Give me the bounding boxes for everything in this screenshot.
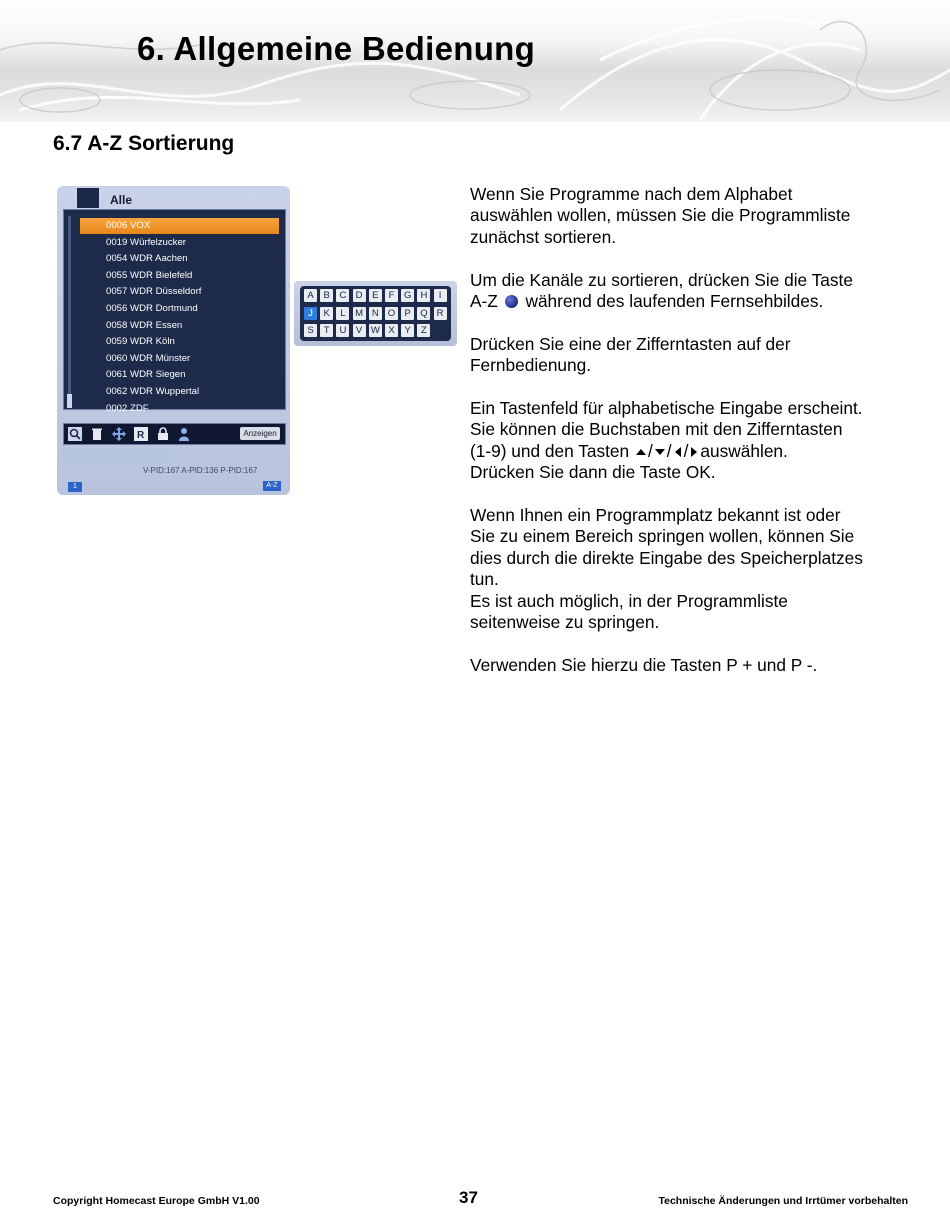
channel-row-selected: 0006 VOX (80, 218, 279, 234)
keypad-key-y: Y (401, 324, 414, 337)
paragraph-page-jump (470, 591, 910, 634)
text-line: Drücken Sie eine der Zifferntasten auf der (470, 333, 791, 354)
keypad-key-r: R (434, 307, 447, 320)
keypad-panel (300, 286, 451, 341)
text-line: auswählen wollen, müssen Sie die Programmliste (470, 205, 851, 226)
arrow-down-icon (655, 449, 665, 455)
channel-list-toolbar (63, 423, 286, 445)
channel-row: 0059 WDR Köln (106, 336, 175, 348)
text-line: seitenweise zu springen. (470, 612, 660, 633)
text-line: dies durch die direkte Eingabe des Speicherplatzes (470, 547, 863, 568)
text-line: Wenn Sie Programme nach dem Alphabet (470, 184, 793, 204)
channel-row: 0058 WDR Essen (106, 319, 183, 331)
text-fragment: auswählen. (700, 440, 788, 461)
rename-icon (134, 427, 148, 441)
keypad-key-u: U (336, 324, 349, 337)
arrow-up-icon (636, 449, 646, 455)
channel-row: 0019 Würfelzucker (106, 236, 186, 248)
text-line: Fernbedienung. (470, 355, 592, 376)
alphabet-keypad (294, 281, 457, 346)
paragraph-sort-key (470, 270, 910, 313)
scrollbar-track (68, 216, 71, 396)
keypad-key-i: I (434, 289, 447, 302)
channel-row: 0062 WDR Wuppertal (106, 386, 200, 397)
keypad-key-s: S (304, 324, 317, 337)
search-icon (68, 427, 82, 441)
tv-preview-icon (75, 186, 101, 210)
keypad-key-l: L (336, 307, 349, 320)
show-button: Anzeigen (240, 427, 280, 440)
keypad-key-j: J (304, 307, 317, 320)
text-line: Drücken Sie dann die Taste OK. (470, 462, 716, 483)
text-line: Wenn Ihnen ein Programmplatz bekannt ist oder (470, 505, 841, 526)
keypad-key-g: G (401, 289, 414, 302)
text-line: Sie können die Buchstaben mit den Zifferntasten (470, 419, 843, 440)
keypad-key-t: T (320, 324, 333, 337)
channel-list-screenshot (57, 186, 290, 495)
text-line (470, 441, 910, 462)
keypad-key-n: N (369, 307, 382, 320)
paragraph-intro (470, 184, 910, 248)
footer-copyright: Copyright Homecast Europe GmbH V1.00 (53, 1195, 260, 1207)
svg-text:R: R (137, 430, 145, 441)
keypad-key-v: V (353, 324, 366, 337)
keypad-key-x: X (385, 324, 398, 337)
keypad-key-k: K (320, 307, 333, 320)
text-line: Sie zu einem Bereich springen wollen, können Sie (470, 526, 855, 547)
text-line (470, 291, 910, 312)
instructions-text (470, 184, 910, 698)
az-badge: A-Z (263, 481, 281, 491)
user-icon (178, 427, 192, 441)
keypad-key-f: F (385, 289, 398, 302)
keypad-key-o: O (385, 307, 398, 320)
paragraph-direct-entry (470, 505, 910, 591)
keypad-key-z: Z (417, 324, 430, 337)
arrow-left-icon (675, 447, 681, 457)
az-key-label: A-Z (470, 291, 498, 312)
scrollbar-thumb (67, 394, 72, 408)
text-line: zunächst sortieren. (470, 226, 617, 247)
chapter-title: 6. Allgemeine Bedienung (137, 30, 536, 67)
channel-row: 0056 WDR Dortmund (106, 303, 198, 314)
separator: / (647, 440, 653, 461)
channel-row: 0002 ZDF (106, 402, 149, 414)
blue-button-icon (505, 295, 518, 308)
channel-row: 0055 WDR Bielefeld (106, 269, 193, 281)
move-icon (112, 427, 126, 441)
text-fragment: (1-9) und den Tasten (470, 440, 630, 461)
keypad-key-w: W (369, 324, 382, 337)
info-bar (63, 450, 171, 463)
arrow-right-icon (691, 447, 697, 457)
keypad-key-a: A (304, 289, 317, 302)
paragraph-p-keys (470, 655, 910, 676)
footer-badge-left: 1 (68, 482, 82, 492)
channel-row: 0060 WDR Münster (106, 352, 191, 364)
text-fragment: während des laufenden Fernsehbildes. (525, 291, 824, 312)
text-line: tun. (470, 569, 499, 590)
keypad-key-h: H (417, 289, 430, 302)
footer-disclaimer: Technische Änderungen und Irrtümer vorbehalten (658, 1195, 908, 1207)
channel-row: 0054 WDR Aachen (106, 253, 188, 265)
keypad-key-d: D (353, 289, 366, 302)
keypad-key-e: E (369, 289, 382, 302)
page-number: 37 (459, 1188, 478, 1207)
keypad-key-b: B (320, 289, 333, 302)
text-line: Verwenden Sie hierzu die Tasten P + und P -. (470, 654, 818, 675)
text-line: Es ist auch möglich, in der Programmliste (470, 590, 788, 611)
channel-list-title: Alle (110, 193, 133, 207)
keypad-key-c: C (336, 289, 349, 302)
text-line: Ein Tastenfeld für alphabetische Eingabe erscheint. (470, 398, 863, 419)
paragraph-keypad (470, 398, 910, 484)
trash-icon (90, 427, 104, 441)
separator: / (666, 440, 672, 461)
keypad-key-m: M (353, 307, 366, 320)
channel-row: 0061 WDR Siegen (106, 369, 186, 381)
pid-info: V-PID:167 A-PID:136 P-PID:167 (143, 466, 258, 475)
paragraph-digit-keys (470, 334, 910, 377)
separator: / (683, 440, 689, 461)
keypad-key-q: Q (417, 307, 430, 320)
channel-row: 0057 WDR Düsseldorf (106, 286, 202, 298)
section-title: 6.7 A-Z Sortierung (53, 132, 235, 155)
keypad-key-p: P (401, 307, 414, 320)
text-line: Um die Kanäle zu sortieren, drücken Sie die Taste (470, 269, 853, 290)
lock-icon (156, 427, 170, 441)
